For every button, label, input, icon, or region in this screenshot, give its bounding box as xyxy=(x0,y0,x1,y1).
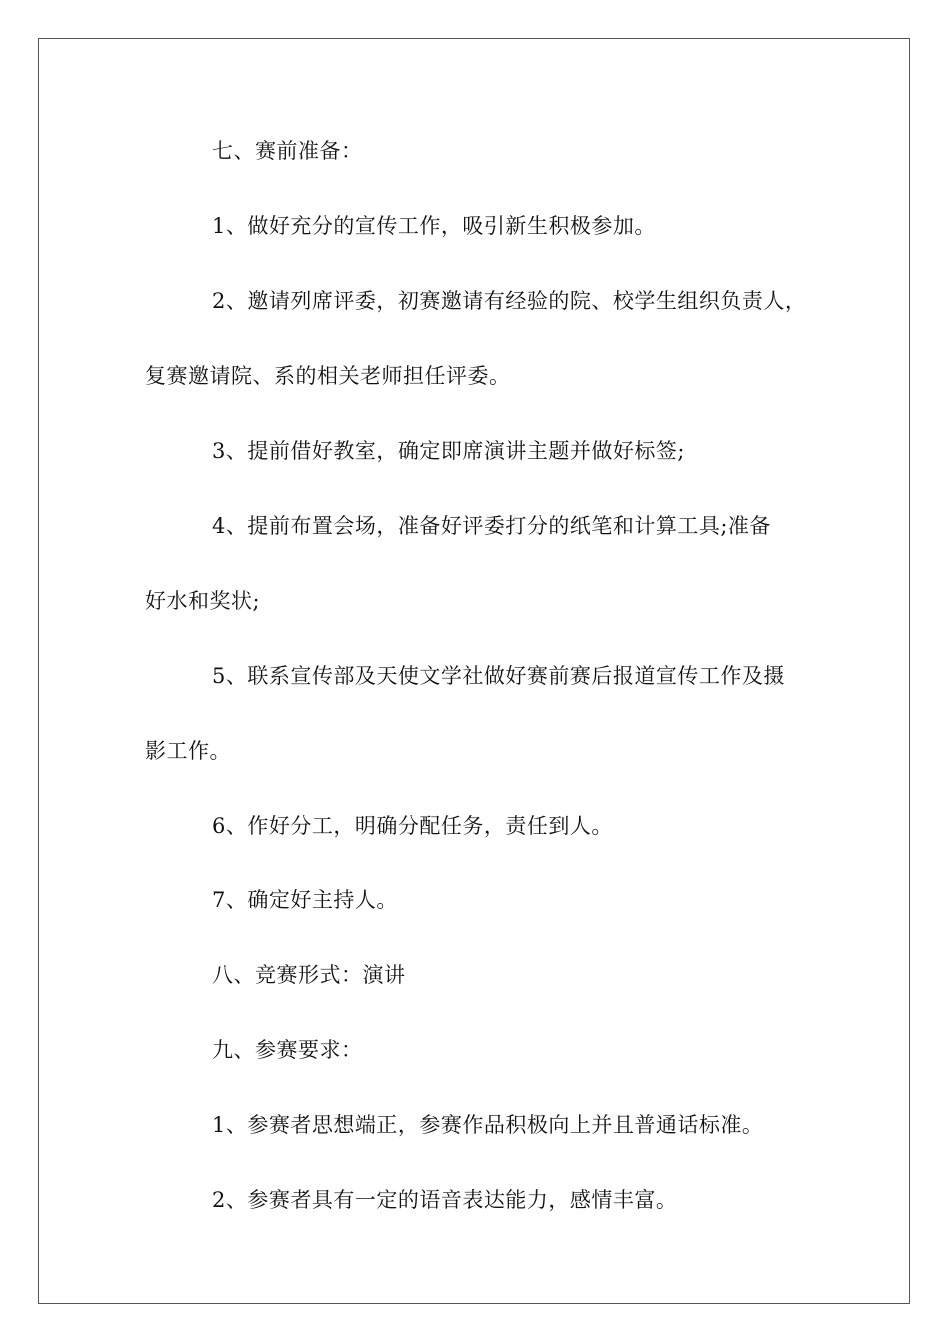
list-item-2-continued: 复赛邀请院、系的相关老师担任评委。 xyxy=(145,364,511,388)
list-item-3: 3、提前借好教室，确定即席演讲主题并做好标签; xyxy=(212,439,685,463)
list-item-2: 2、邀请列席评委，初赛邀请有经验的院、校学生组织负责人， xyxy=(212,289,807,313)
list-item-5-continued: 影工作。 xyxy=(145,739,231,763)
section-heading-nine: 九、参赛要求： xyxy=(212,1038,363,1062)
list-item-6: 6、作好分工，明确分配任务，责任到人。 xyxy=(212,814,613,838)
requirement-item-2: 2、参赛者具有一定的语音表达能力，感情丰富。 xyxy=(212,1188,678,1212)
list-item-4: 4、提前布置会场，准备好评委打分的纸笔和计算工具;准备 xyxy=(212,514,771,538)
list-item-5: 5、联系宣传部及天使文学社做好赛前赛后报道宣传工作及摄 xyxy=(212,664,785,688)
section-heading-eight: 八、竞赛形式：演讲 xyxy=(212,963,406,987)
requirement-item-1: 1、参赛者思想端正，参赛作品积极向上并且普通话标准。 xyxy=(212,1113,764,1137)
section-heading-seven: 七、赛前准备： xyxy=(212,139,363,163)
list-item-1: 1、做好充分的宣传工作，吸引新生积极参加。 xyxy=(212,214,656,238)
list-item-4-continued: 好水和奖状; xyxy=(145,589,261,613)
list-item-7: 7、确定好主持人。 xyxy=(212,888,398,912)
